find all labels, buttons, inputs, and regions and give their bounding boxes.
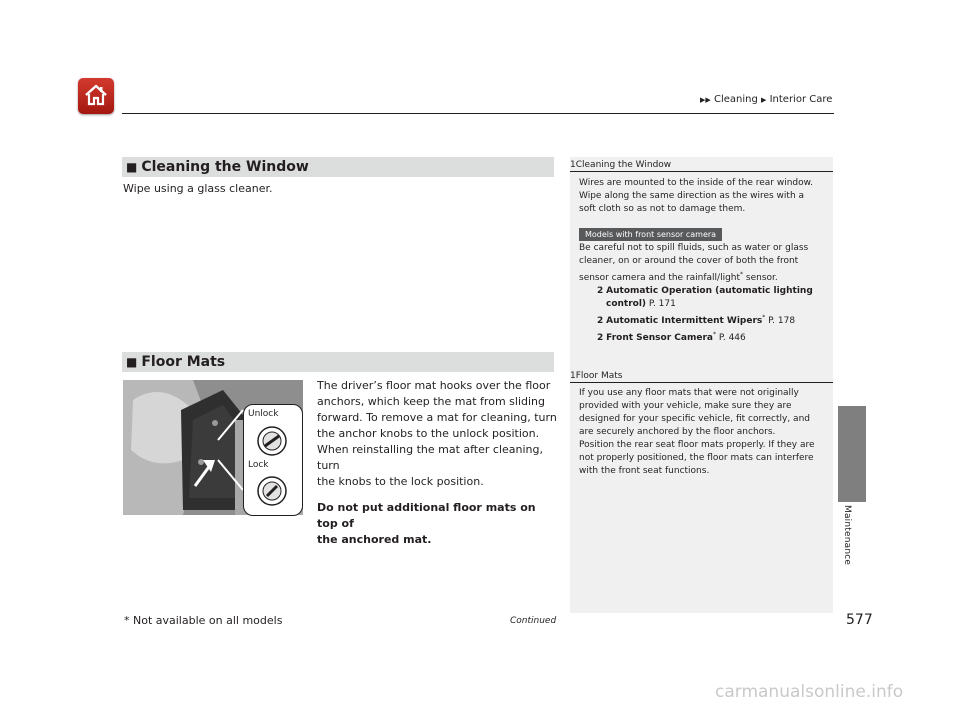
- square-bullet-icon: ■: [126, 160, 138, 174]
- breadcrumb-arrow-icon: ▶: [761, 96, 767, 104]
- floor-mats-warning: Do not put additional floor mats on top of the anchored mat.: [317, 501, 536, 546]
- breadcrumb-item-cleaning[interactable]: Cleaning: [713, 94, 758, 105]
- unlock-label: Unlock: [248, 409, 279, 419]
- unlock-knob-icon: [256, 425, 288, 457]
- lock-label: Lock: [248, 460, 269, 470]
- lock-knob-icon: [256, 475, 288, 507]
- note-heading-cleaning-window: 1Cleaning the Window: [570, 157, 833, 172]
- xref-automatic-operation[interactable]: 2 Automatic Operation (automatic lighting: [597, 286, 813, 296]
- floor-mats-text: The driver’s floor mat hooks over the floor anchors, which keep the mat from sliding forward. To remove a mat for cleaning, turn the anchor knobs to the unlock position. When reinstalling the mat after cleaning, turn the knobs to the lock position. Do not put additional floor mats on top of the anchored mat.: [317, 379, 557, 546]
- square-bullet-icon: ■: [126, 355, 138, 369]
- xref-automatic-operation-cont[interactable]: control) P. 171: [606, 299, 676, 309]
- section-heading-cleaning-window: ■ Cleaning the Window: [122, 157, 554, 177]
- cleaning-window-text: Wipe using a glass cleaner.: [123, 182, 273, 195]
- xref-automatic-intermittent-wipers[interactable]: 2 Automatic Intermittent Wipers* P. 178: [597, 314, 796, 326]
- breadcrumb-item-interior-care[interactable]: Interior Care: [769, 94, 833, 105]
- note-floor-mats-text: If you use any floor mats that were not originally provided with your vehicle, make sure they are designed for your specific vehicle, fit correctly, and are securely anchored by the floor anchors. Position the rear seat floor mats properly. If they are not properly positioned, the floor mats can interfere with the front seat functions.: [579, 388, 815, 476]
- footnote: * Not available on all models: [124, 614, 283, 627]
- model-tag-front-sensor-camera: Models with front sensor camera: [579, 228, 722, 241]
- section-tab-marker: [838, 406, 866, 502]
- breadcrumb-arrow-icon: ▶▶: [700, 96, 711, 104]
- breadcrumb: [700, 94, 832, 105]
- xref-front-sensor-camera[interactable]: 2 Front Sensor Camera* P. 446: [597, 331, 746, 343]
- note-heading-floor-mats: 1Floor Mats: [570, 368, 833, 383]
- section-heading-floor-mats: ■ Floor Mats: [122, 352, 554, 372]
- continued-label: Continued: [510, 616, 557, 626]
- notes-column: [570, 157, 833, 613]
- anchor-knob-callout: [243, 404, 303, 516]
- note-cleaning-window-text: Wires are mounted to the inside of the rear window. Wipe along the same direction as the wires with a soft cloth so as not to damage them. Models with front sensor camera Be careful not to spill fluids, such as water or glass cleaner, on or around the cover of both the front sensor camera and the rainfall/light* sensor. 2 Automatic Operation (automatic lighting control) P. 171 2 Automatic Intermittent Wipers* P. 178 2 Front Sensor Camera* P. 446: [570, 172, 833, 345]
- header-divider: [122, 113, 834, 114]
- section-tab-label: Maintenance: [842, 505, 852, 566]
- page-number: 577: [846, 612, 873, 628]
- home-icon[interactable]: [78, 78, 114, 114]
- watermark: carmanualsonline.info: [715, 682, 904, 702]
